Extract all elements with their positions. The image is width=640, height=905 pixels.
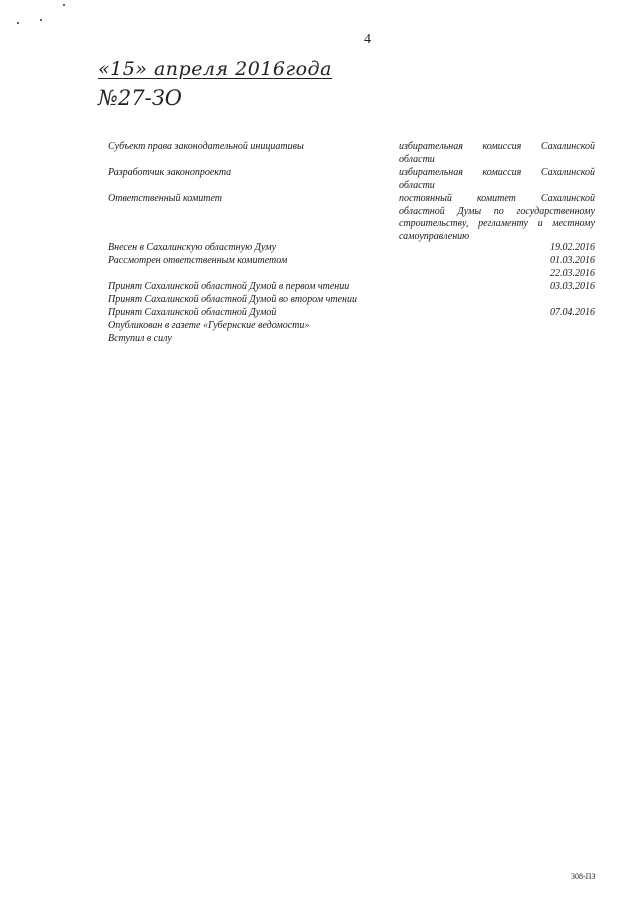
committee-label: Ответственный комитет xyxy=(108,193,222,204)
scan-speck xyxy=(40,19,42,21)
history-label-second-reading: Принят Сахалинской областной Думой во втором чтении xyxy=(108,294,358,305)
history-date-first-reading: 03.03.2016 xyxy=(550,281,595,292)
committee-value: постоянный комитет Сахалинской областной Думы по государственному строительству, регламенту и местному самоуправлению xyxy=(399,193,595,242)
history-label-committee: Рассмотрен ответственным комитетом xyxy=(108,255,288,266)
developer-value: избирательная комиссия Сахалинской области xyxy=(399,167,595,191)
subject-label: Субъект права законодательной инициативы xyxy=(108,141,304,152)
history-label-first-reading: Принят Сахалинской областной Думой в первом чтении xyxy=(108,281,350,292)
history-label-introduced: Внесен в Сахалинскую областную Думу xyxy=(108,242,277,253)
history-date-committee-second: 22.03.2016 xyxy=(550,268,595,279)
history-label-in-force: Вступил в силу xyxy=(108,333,172,344)
scan-speck xyxy=(63,4,65,6)
history-date-adopted: 07.04.2016 xyxy=(550,307,595,318)
handwritten-date: «15» апреля 2016года xyxy=(98,58,332,80)
subject-value: избирательная комиссия Сахалинской области xyxy=(399,141,595,165)
history-date-committee: 01.03.2016 xyxy=(550,255,595,266)
history-label-published: Опубликован в газете «Губернские ведомости» xyxy=(108,320,310,331)
footer-code: 308-ПЗ xyxy=(571,872,596,881)
developer-label: Разработчик законопроекта xyxy=(108,167,232,178)
history-date-introduced: 19.02.2016 xyxy=(550,242,595,253)
page-number: 4 xyxy=(364,32,371,47)
history-label-adopted: Принят Сахалинской областной Думой xyxy=(108,307,277,318)
scan-speck xyxy=(17,22,19,24)
handwritten-number: №27-ЗО xyxy=(98,86,182,110)
